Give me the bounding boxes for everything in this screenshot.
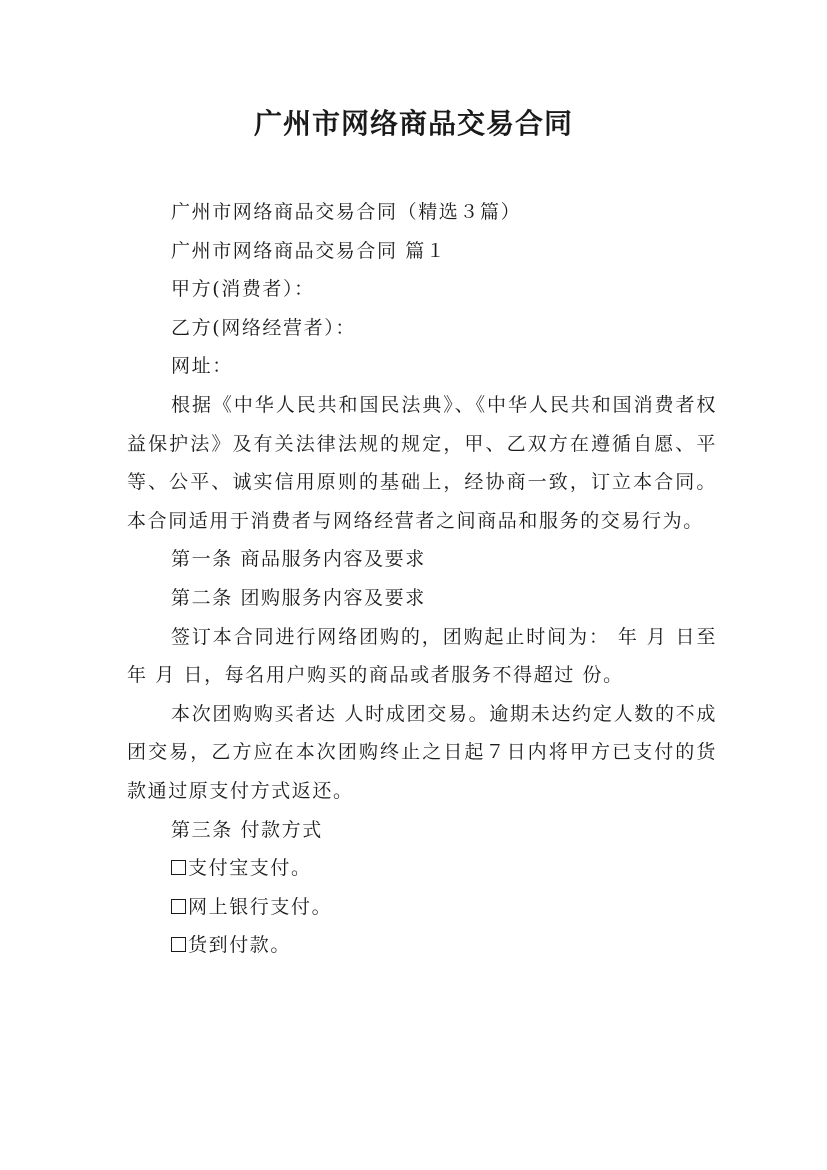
- party-b-line: 乙方(网络经营者）：: [171, 316, 356, 339]
- checkbox-icon: [171, 899, 186, 914]
- website-line: 网址：: [171, 355, 233, 378]
- party-a-line: 甲方(消费者）：: [171, 278, 315, 301]
- group-buy-period-paragraph: 签订本合同进行网络团购的，团购起止时间为： 年 月 日至 年 月 日，每名用户购买的商品或者服务不得超过 份。: [127, 625, 717, 687]
- payment-option-alipay: [127, 849, 717, 888]
- subtitle-line: 广州市网络商品交易合同（精选３篇）: [171, 201, 522, 223]
- checkbox-icon: [171, 937, 186, 952]
- article-2-heading: 第二条 团购服务内容及要求: [171, 586, 426, 609]
- payment-option-label: 支付宝支付。: [188, 857, 312, 880]
- document-body: [127, 193, 717, 965]
- document-title: 广州市网络商品交易合同: [253, 107, 573, 140]
- payment-option-label: 网上银行支付。: [188, 895, 333, 918]
- article-3-heading: 第三条 付款方式: [171, 818, 323, 841]
- payment-option-cash-on-delivery: [127, 926, 717, 965]
- article-1-heading: 第一条 商品服务内容及要求: [171, 548, 426, 571]
- checkbox-icon: [171, 860, 186, 875]
- payment-option-online-banking: [127, 888, 717, 927]
- section-heading: 广州市网络商品交易合同 篇１: [171, 239, 447, 262]
- preamble-paragraph: 根据《中华人民共和国民法典》、《中华人民共和国消费者权益保护法》及有关法律法规的规定，甲、乙双方在遵循自愿、平等、公平、诚实信用原则的基础上，经协商一致，订立本合同。本合同适用于消费者与网络经营者之间商品和服务的交易行为。: [127, 393, 717, 532]
- group-buy-threshold-paragraph: 本次团购购买者达 人时成团交易。逾期未达约定人数的不成团交易，乙方应在本次团购终止之日起７日内将甲方已支付的货款通过原支付方式返还。: [127, 702, 717, 802]
- payment-option-label: 货到付款。: [188, 934, 292, 957]
